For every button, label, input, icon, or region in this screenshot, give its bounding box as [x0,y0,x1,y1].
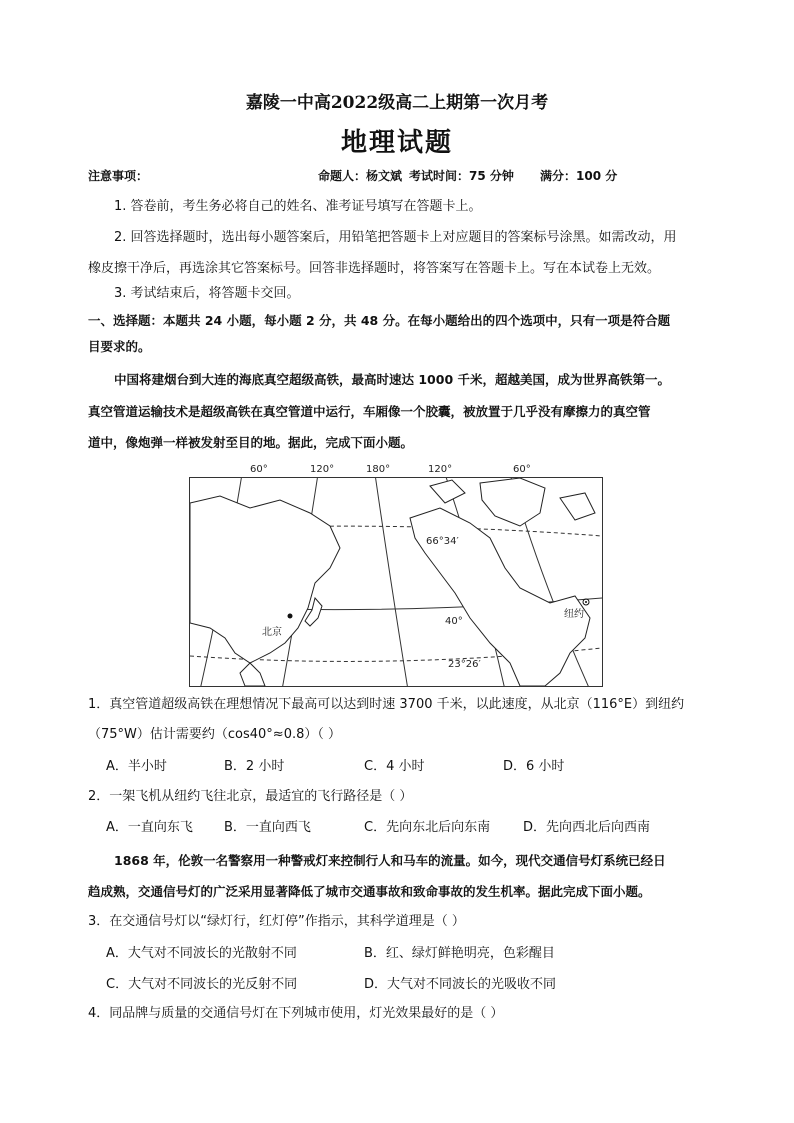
lat-label-tropic: 23°26′ [448,659,481,670]
greenland-landmass [480,478,545,526]
full-score: 满分：100 分 [540,169,618,183]
q3-option-d: D．大气对不同波长的光吸收不同 [364,977,557,992]
q2-stem: 2．一架飞机从纽约飞往北京，最适宜的飞行路径是（ ） [88,789,413,804]
q3-option-c: C．大气对不同波长的光反射不同 [106,977,298,992]
notice-2: 2. 回答选择题时，选出每小题答案后，用铅笔把答题卡上对应题目的答案标号涂黑。如需改动，用 [114,230,677,245]
q2-option-b: B．一直向西飞 [224,820,311,835]
exam-time: 考试时间：75 分钟 [409,169,514,183]
q2-option-c: C．先向东北后向东南 [364,820,491,835]
notice-1: 1. 答卷前，考生务必将自己的姓名、准考证号填写在答题卡上。 [114,199,482,214]
subject-title: 地理试题 [340,128,453,158]
arctic-island [430,480,465,503]
q1-stem-cont: （75°W）估计需要约（cos40°≈0.8）（ ） [88,727,342,742]
lon-label-180: 180° [366,464,391,475]
q1-option-a: A．半小时 [106,759,167,774]
lat-label-40: 40° [445,616,463,627]
beijing-marker [288,614,293,619]
q4-stem: 4．同品牌与质量的交通信号灯在下列城市使用，灯光效果最好的是（ ） [88,1006,504,1021]
passage2-line1: 1868 年，伦敦一名警察用一种警戒灯来控制行人和马车的流量。如今，现代交通信号灯系统已经日 [114,853,666,868]
lat-label-arctic: 66°34′ [426,536,459,547]
passage1-line2: 真空管道运输技术是超级高铁在真空管道中运行，车厢像一个胶囊，被放置于几乎没有摩擦力的真空管 [88,404,651,419]
city-label-beijing: 北京 [262,627,282,638]
section-heading: 一、选择题：本题共 24 小题，每小题 2 分，共 48 分。在每小题给出的四个选项中，只有一项是符合题 [88,313,671,328]
map-graphic [190,478,602,686]
setter-info: 命题人：杨文斌 [318,169,403,183]
section-heading-cont: 目要求的。 [88,339,151,354]
lon-label-60w: 60° [250,464,268,475]
notice-3: 3. 考试结束后，将答题卡交回。 [114,286,300,301]
passage1-line1: 中国将建烟台到大连的海底真空超级高铁，最高时速达 1000 千米，超越美国，成为世界高铁第一。 [114,372,670,387]
city-label-newyork: 纽约 [564,609,584,620]
lon-label-120e: 120° [428,464,453,475]
q2-option-d: D．先向西北后向西南 [523,820,651,835]
q1-stem: 1．真空管道超级高铁在理想情况下最高可以达到时速 3700 千米，以此速度，从北京（116°E）到纽约 [88,697,685,712]
q2-option-a: A．一直向东飞 [106,820,193,835]
notice-label: 注意事项： [88,169,149,183]
lon-label-60e: 60° [513,464,531,475]
q1-option-b: B．2 小时 [224,759,285,774]
q3-stem: 3．在交通信号灯以“绿灯行，红灯停”作指示，其科学道理是（ ） [88,914,465,929]
world-map [189,477,603,687]
q3-option-b: B．红、绿灯鲜艳明亮，色彩醒目 [364,946,555,961]
exam-title: 嘉陵一中高2022级高二上期第一次月考 [245,93,549,113]
meridian-line [375,478,408,686]
passage1-line3: 道中，像炮弹一样被发射至目的地。据此，完成下面小题。 [88,435,414,450]
notice-2-cont: 橡皮擦干净后，再选涂其它答案标号。回答非选择题时，将答案写在答题卡上。写在本试卷上无效。 [88,261,661,276]
southeast-asia-landmass [240,663,265,686]
q1-option-d: D．6 小时 [503,759,565,774]
passage2-line2: 趋成熟，交通信号灯的广泛采用显著降低了城市交通事故和致命事故的发生机率。据此完成下面小题。 [88,884,651,899]
arctic-island [560,493,595,520]
q1-option-c: C．4 小时 [364,759,425,774]
lon-label-120w: 120° [310,464,335,475]
q3-option-a: A．大气对不同波长的光散射不同 [106,946,297,961]
